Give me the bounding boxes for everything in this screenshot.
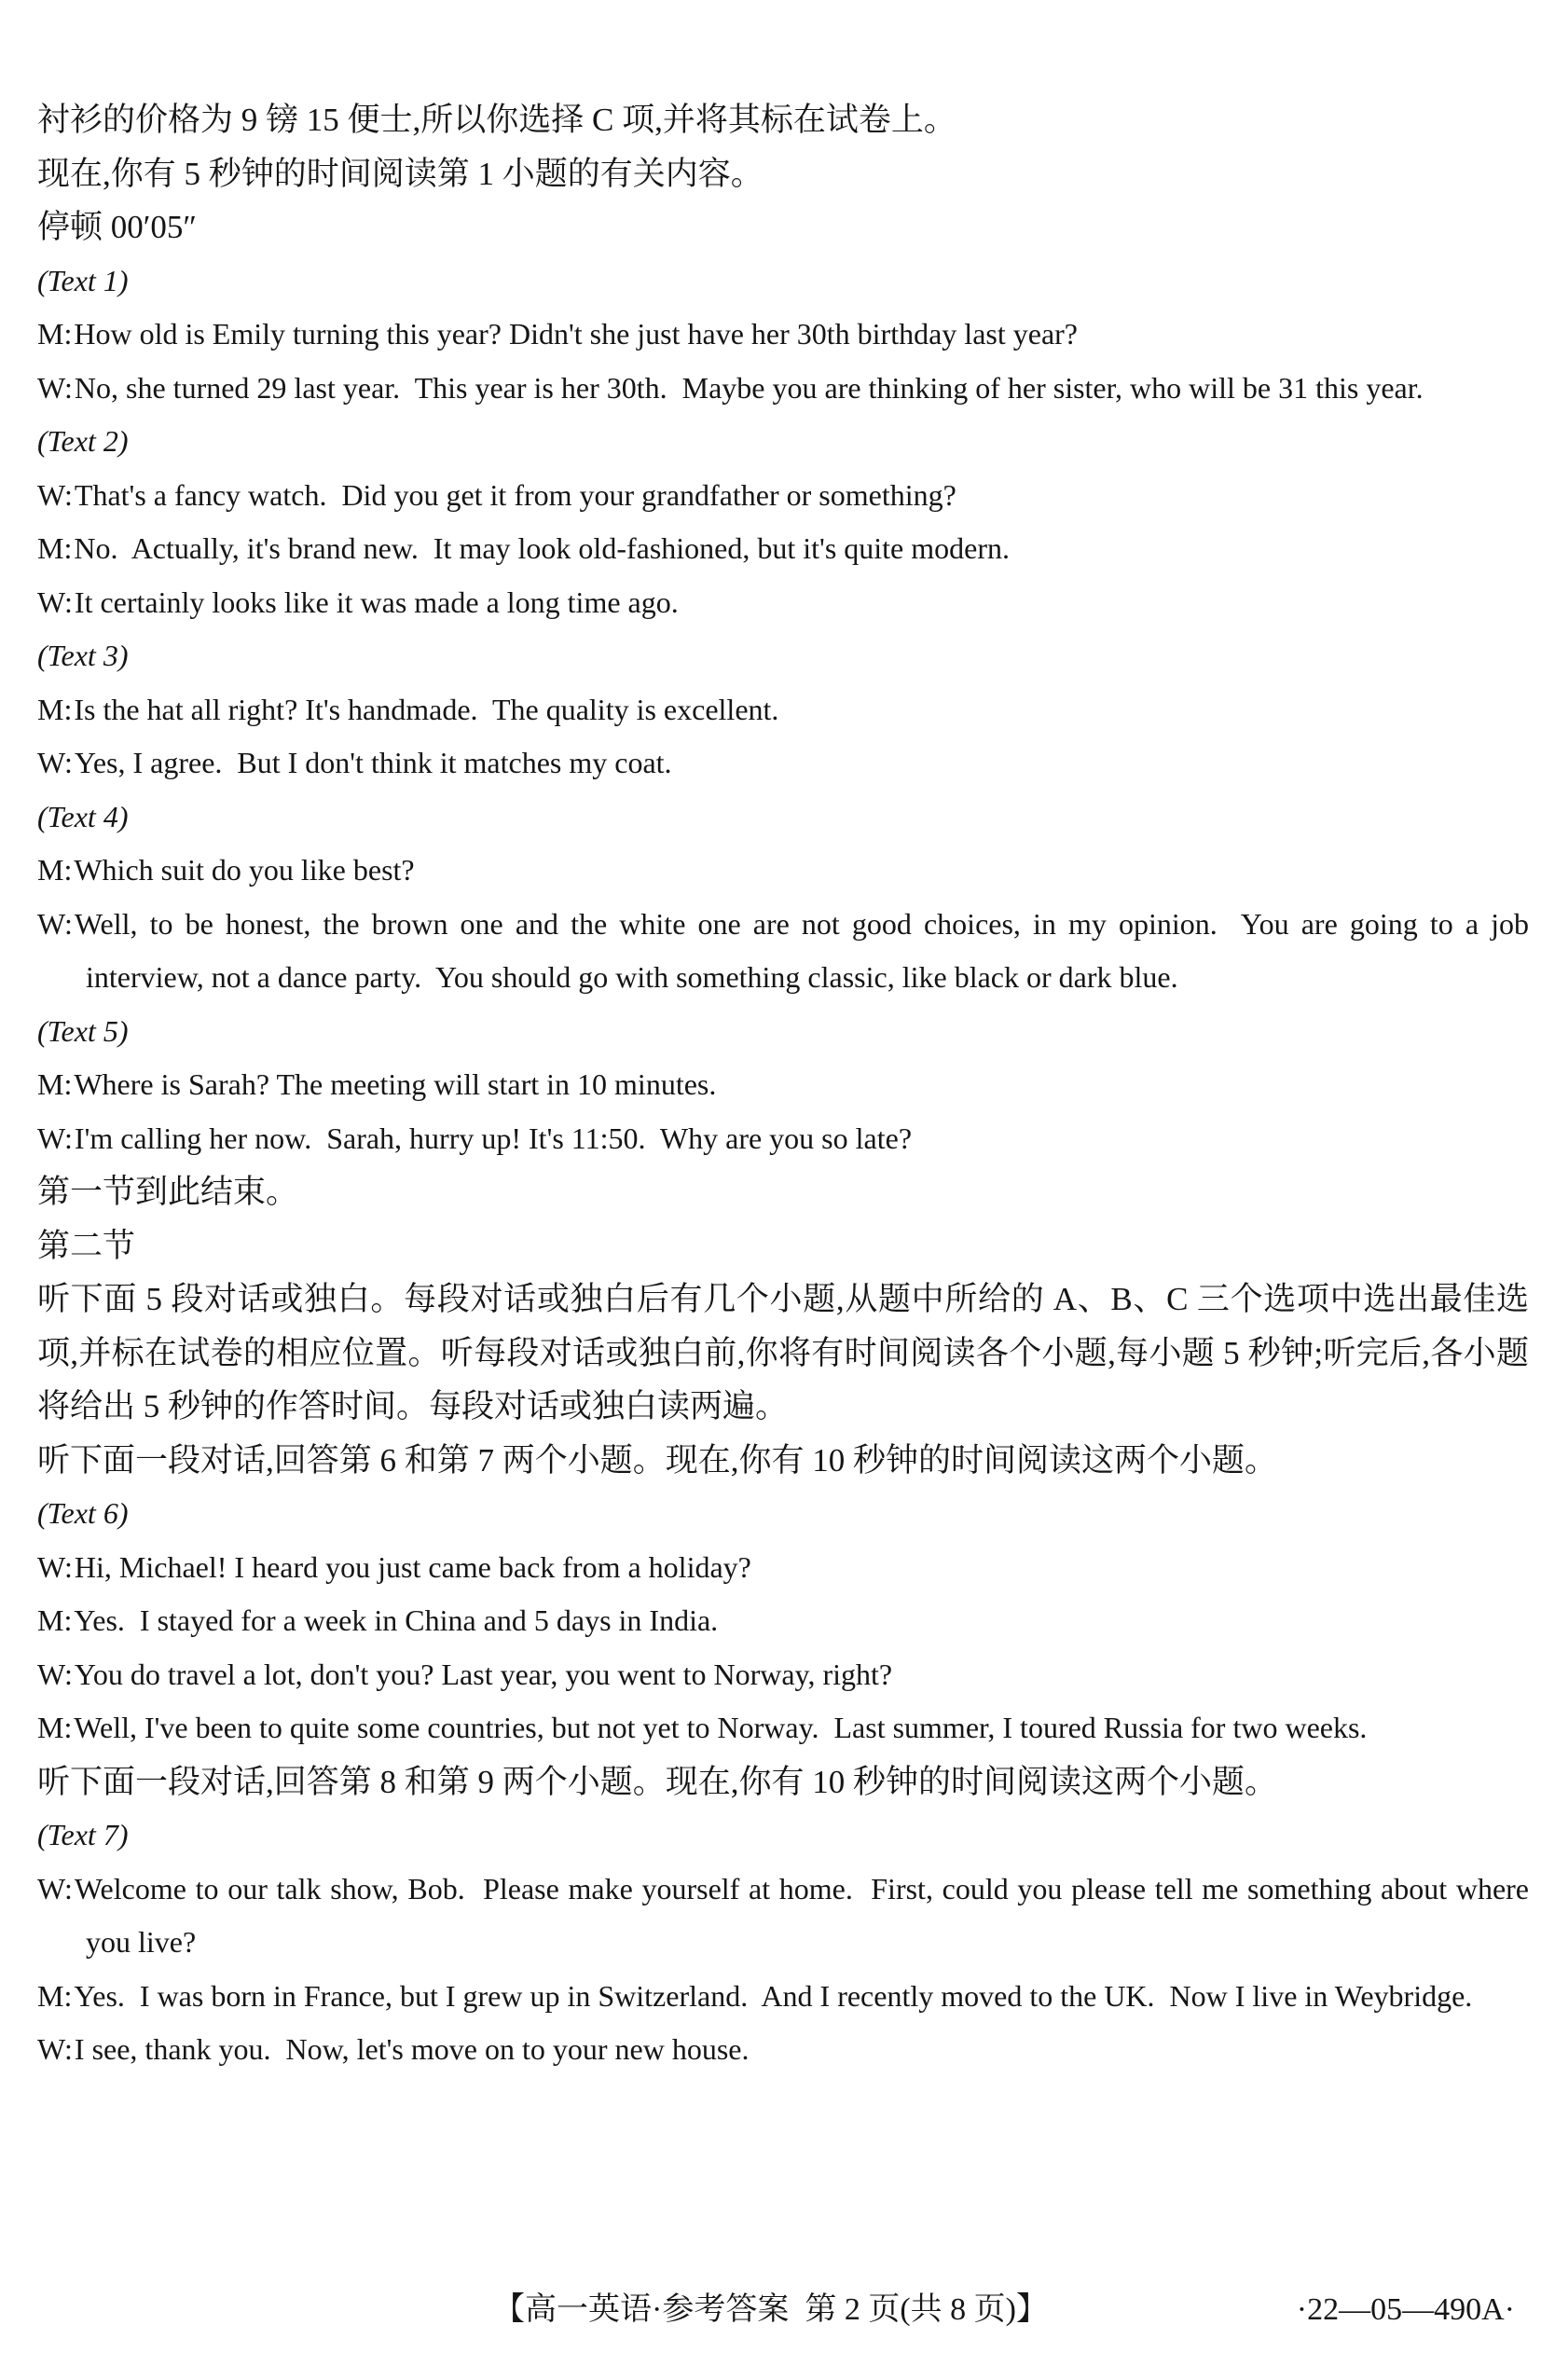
dialog-line: W:Well, to be honest, the brown one and the white one are not good choices, in my opinion. You are going to a job interview, not a dance party. You should go with something classic, like black or dark blue. bbox=[37, 906, 1536, 994]
instruction-line: 停顿 00′05″ bbox=[37, 209, 197, 245]
speaker-label: W: bbox=[37, 477, 73, 512]
speaker-label: W: bbox=[37, 1657, 73, 1691]
speaker-label: M: bbox=[37, 1067, 73, 1101]
speaker-label: W: bbox=[37, 2032, 73, 2066]
dialog-line: W:No, she turned 29 last year. This year is her 30th. Maybe you are thinking of her sister, who will be 31 this year. bbox=[37, 370, 1424, 405]
speaker-label: M: bbox=[37, 692, 73, 726]
speaker-label: M: bbox=[37, 1603, 73, 1637]
text-number-label: (Text 2) bbox=[37, 424, 129, 458]
dialog-line: W:Welcome to our talk show, Bob. Please make yourself at home. First, could you please tell me something about where you live? bbox=[37, 1871, 1536, 1959]
speaker-label: M: bbox=[37, 531, 73, 565]
text-number-label: (Text 6) bbox=[37, 1496, 129, 1530]
dialog-line: W:Hi, Michael! I heard you just came back from a holiday? bbox=[37, 1549, 751, 1584]
text-number-label: (Text 5) bbox=[37, 1013, 129, 1048]
speaker-label: W: bbox=[37, 1121, 73, 1155]
instruction-line: 第一节到此结束。 bbox=[37, 1174, 299, 1210]
text-number-label: (Text 7) bbox=[37, 1818, 129, 1851]
footer-page-label: 【高一英语·参考答案 第 2 页(共 8 页)】 bbox=[493, 2292, 1048, 2327]
dialog-line: M:Is the hat all right? It's handmade. The quality is excellent. bbox=[37, 692, 779, 726]
speaker-label: W: bbox=[37, 906, 73, 941]
instruction-line: 听下面一段对话,回答第 6 和第 7 两个小题。现在,你有 10 秒钟的时间阅读这两个小题。 bbox=[37, 1441, 1278, 1479]
dialog-line: M:How old is Emily turning this year? Didn't she just have her 30th birthday last year? bbox=[37, 317, 1078, 351]
text-number-label: (Text 3) bbox=[37, 639, 129, 672]
dialog-line: M:Which suit do you like best? bbox=[37, 853, 415, 887]
instruction-line: 听下面 5 段对话或独白。每段对话或独白后有几个小题,从题中所给的 A、B、C 三个选项中选出最佳选项,并标在试卷的相应位置。听每段对话或独白前,你将有时间阅读各个小题,每小题 5 秒钟;听完后,各小题将给出 5 秒钟的作答时间。每段对话或独白读两遍。 bbox=[37, 1281, 1529, 1424]
instruction-line: 听下面一段对话,回答第 8 和第 9 两个小题。现在,你有 10 秒钟的时间阅读这两个小题。 bbox=[37, 1763, 1278, 1800]
dialog-line: M:Yes. I was born in France, but I grew up in Switzerland. And I recently moved to the UK. Now I live in Weybridge. bbox=[37, 1978, 1473, 2013]
dialog-line: W:I'm calling her now. Sarah, hurry up! It's 11:50. Why are you so late? bbox=[37, 1121, 913, 1155]
dialog-line: W:Yes, I agree. But I don't think it matches my coat. bbox=[37, 746, 672, 779]
transcript bbox=[37, 93, 1536, 2077]
text-number-label: (Text 1) bbox=[37, 263, 129, 297]
speaker-label: W: bbox=[37, 370, 73, 405]
dialog-line: M:Where is Sarah? The meeting will start in 10 minutes. bbox=[37, 1067, 717, 1101]
footer-paper-code: ·22—05—490A· bbox=[1296, 2292, 1515, 2327]
dialog-line: M:Well, I've been to quite some countries, but not yet to Norway. Last summer, I toured Russia for two weeks. bbox=[37, 1711, 1368, 1744]
dialog-line: W:I see, thank you. Now, let's move on to your new house. bbox=[37, 2032, 750, 2066]
instruction-line: 现在,你有 5 秒钟的时间阅读第 1 小题的有关内容。 bbox=[37, 155, 764, 192]
speaker-label: M: bbox=[37, 853, 73, 887]
speaker-label: W: bbox=[37, 746, 73, 779]
speaker-label: M: bbox=[37, 1711, 73, 1744]
speaker-label: W: bbox=[37, 585, 73, 619]
speaker-label: M: bbox=[37, 1978, 73, 2013]
instruction-line: 衬衫的价格为 9 镑 15 便士,所以你选择 C 项,并将其标在试卷上。 bbox=[37, 102, 956, 138]
text-number-label: (Text 4) bbox=[37, 799, 129, 833]
dialog-line: W:It certainly looks like it was made a long time ago. bbox=[37, 585, 679, 619]
page-footer bbox=[0, 2282, 1541, 2338]
instruction-line: 第二节 bbox=[37, 1227, 136, 1264]
dialog-line: W:You do travel a lot, don't you? Last year, you went to Norway, right? bbox=[37, 1657, 893, 1691]
dialog-line: M:No. Actually, it's brand new. It may look old-fashioned, but it's quite modern. bbox=[37, 531, 1010, 565]
speaker-label: M: bbox=[37, 317, 73, 351]
speaker-label: W: bbox=[37, 1871, 73, 1905]
speaker-label: W: bbox=[37, 1549, 73, 1584]
dialog-line: W:That's a fancy watch. Did you get it from your grandfather or something? bbox=[37, 477, 956, 512]
dialog-line: M:Yes. I stayed for a week in China and 5 days in India. bbox=[37, 1603, 719, 1637]
